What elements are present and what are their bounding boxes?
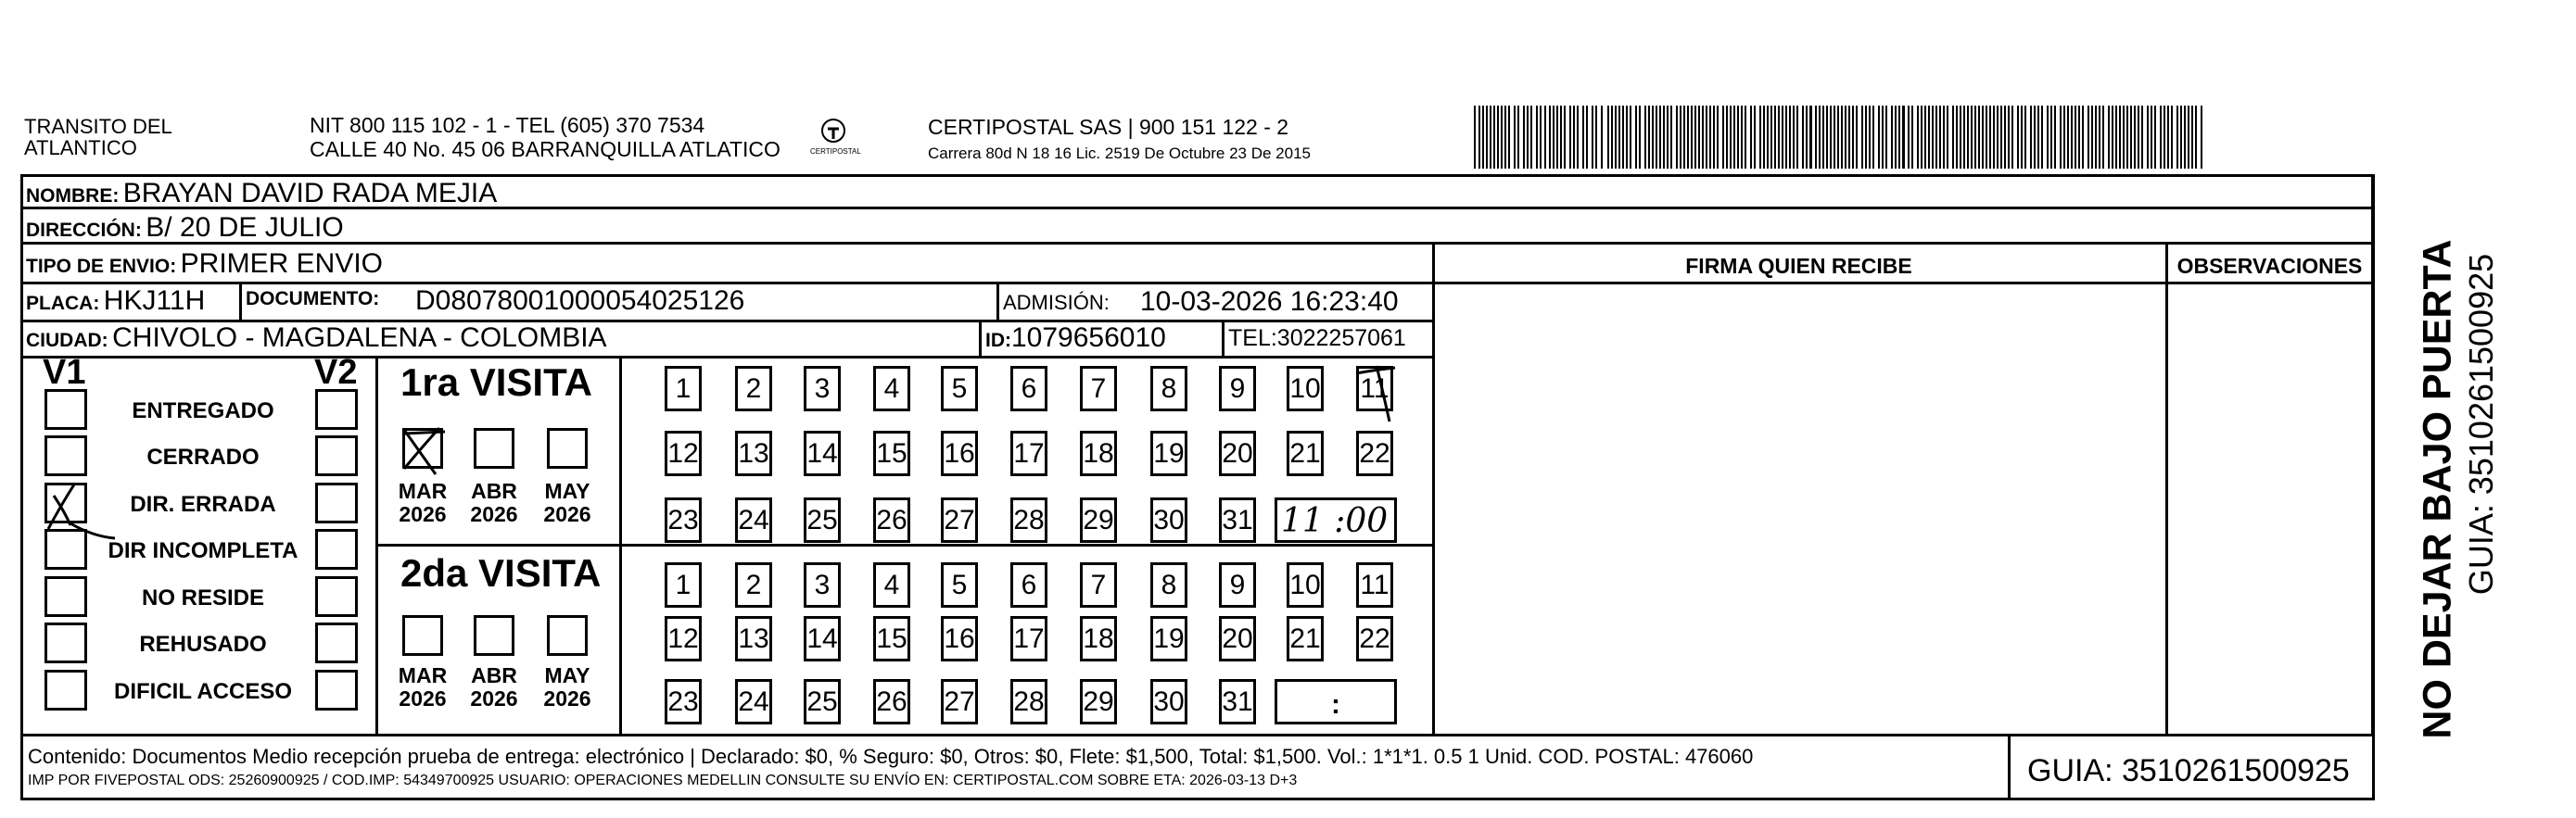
status-option-label: DIFICIL ACCESO <box>113 679 292 704</box>
ciudad-label: CIUDAD: <box>26 330 108 351</box>
nombre-value: BRAYAN DAVID RADA MEJIA <box>122 178 498 208</box>
id-label: ID: <box>985 330 1011 351</box>
first-visit-day-box[interactable]: 27 <box>941 497 978 543</box>
nombre-label: NOMBRE: <box>26 185 120 207</box>
second-visit-day-box[interactable]: 10 <box>1287 562 1324 608</box>
first-visit-day-box[interactable]: 6 <box>1010 366 1047 411</box>
second-visit-day-box[interactable]: 18 <box>1080 616 1117 661</box>
second-visit-title: 2da VISITA <box>400 551 602 595</box>
placa-label: PLACA: <box>26 293 100 314</box>
certipostal-logo-icon <box>819 117 847 145</box>
barcode <box>1474 106 2204 169</box>
first-visit-day-box[interactable]: 30 <box>1150 497 1187 543</box>
side-warning: NO DEJAR BAJO PUERTA <box>2415 239 2460 739</box>
logo-text: CERTIPOSTAL <box>810 147 861 156</box>
second-visit-day-box[interactable]: 8 <box>1150 562 1187 608</box>
second-visit-day-box[interactable]: 27 <box>941 679 978 724</box>
second-visit-day-box[interactable]: 16 <box>941 616 978 661</box>
v1-checkbox[interactable] <box>44 529 87 570</box>
v2-checkbox[interactable] <box>315 623 358 663</box>
first-visit-day-box[interactable]: 28 <box>1010 497 1047 543</box>
first-visit-month-box[interactable] <box>547 428 588 469</box>
v2-checkbox[interactable] <box>315 529 358 570</box>
second-visit-day-box[interactable]: 30 <box>1150 679 1187 724</box>
first-visit-day-box[interactable]: 31 <box>1219 497 1256 543</box>
second-visit-day-box[interactable]: 11 <box>1356 562 1393 608</box>
month-label: MAR 2026 <box>398 479 448 527</box>
header-company: CERTIPOSTAL SAS | 900 151 122 - 2 <box>928 115 1289 139</box>
direccion-label: DIRECCIÓN: <box>26 220 142 241</box>
v1-label: V1 <box>43 353 86 392</box>
header-address: CALLE 40 No. 45 06 BARRANQUILLA ATLATICO <box>310 137 780 161</box>
v2-checkbox[interactable] <box>315 389 358 430</box>
first-visit-day-box[interactable]: 29 <box>1080 497 1117 543</box>
day-check-mark <box>1349 360 1404 430</box>
admision-label: ADMISIÓN: <box>1003 291 1110 314</box>
second-visit-day-box[interactable]: 9 <box>1219 562 1256 608</box>
first-visit-day-box[interactable]: 20 <box>1219 431 1256 476</box>
header-license: Carrera 80d N 18 16 Lic. 2519 De Octubre 23 De 2015 <box>928 145 1311 162</box>
header-left-line2: ATLANTICO <box>24 136 137 159</box>
v1-checkbox[interactable] <box>44 670 87 711</box>
second-visit-day-box[interactable]: 23 <box>665 679 702 724</box>
firma-area[interactable] <box>1435 284 2165 734</box>
first-visit-day-box[interactable]: 4 <box>873 366 910 411</box>
month-label: MAR 2026 <box>398 663 448 711</box>
second-visit-day-box[interactable]: 1 <box>665 562 702 608</box>
month-label: MAY 2026 <box>543 479 591 527</box>
second-visit-day-box[interactable]: 29 <box>1080 679 1117 724</box>
month-label: ABR 2026 <box>470 663 518 711</box>
second-visit-time-sep: : <box>1331 689 1340 720</box>
first-visit-day-box[interactable]: 21 <box>1287 431 1324 476</box>
observaciones-label: OBSERVACIONES <box>2176 254 2363 278</box>
status-option-label: REHUSADO <box>139 632 267 657</box>
first-visit-title: 1ra VISITA <box>400 360 592 404</box>
first-visit-day-box[interactable]: 25 <box>804 497 841 543</box>
status-option-label: NO RESIDE <box>141 585 265 610</box>
v1-checkbox[interactable] <box>44 576 87 617</box>
second-visit-month-box[interactable] <box>547 615 588 656</box>
footer-contenido: Contenido: Documentos Medio recepción prueba de entrega: electrónico | Declarado: $0, % Seguro: $0, Otros: $0, Flete: $1,500, Total: $1,500. Vol.: 1*1*1. 0.5 1 Unid. COD. POSTAL: 476060 <box>28 745 1754 768</box>
second-visit-day-box[interactable]: 20 <box>1219 616 1256 661</box>
second-visit-month-box[interactable] <box>402 615 443 656</box>
direccion-value: B/ 20 DE JULIO <box>146 212 344 243</box>
first-visit-month-box[interactable] <box>474 428 514 469</box>
second-visit-day-box[interactable]: 6 <box>1010 562 1047 608</box>
status-option-label: DIR INCOMPLETA <box>108 538 298 563</box>
second-visit-day-box[interactable]: 4 <box>873 562 910 608</box>
second-visit-time-box[interactable] <box>1275 679 1397 724</box>
month-label: MAY 2026 <box>543 663 591 711</box>
tipo-envio-label: TIPO DE ENVIO: <box>26 256 177 277</box>
second-visit-day-box[interactable]: 2 <box>735 562 772 608</box>
first-visit-day-box[interactable]: 26 <box>873 497 910 543</box>
v2-checkbox[interactable] <box>315 670 358 711</box>
first-visit-day-box[interactable]: 23 <box>665 497 702 543</box>
tel-value: 3022257061 <box>1276 325 1406 351</box>
first-visit-day-box[interactable]: 10 <box>1287 366 1324 411</box>
first-visit-day-box[interactable]: 9 <box>1219 366 1256 411</box>
first-visit-day-box[interactable]: 11 <box>1356 366 1393 411</box>
first-visit-day-box[interactable]: 12 <box>665 431 702 476</box>
second-visit-day-box[interactable]: 13 <box>735 616 772 661</box>
first-visit-day-box[interactable]: 24 <box>735 497 772 543</box>
placa-value: HKJ11H <box>103 285 206 316</box>
second-visit-day-box[interactable]: 31 <box>1219 679 1256 724</box>
first-visit-day-box[interactable]: 8 <box>1150 366 1187 411</box>
first-visit-day-box[interactable]: 22 <box>1356 431 1393 476</box>
second-visit-day-box[interactable]: 17 <box>1010 616 1047 661</box>
firma-label: FIRMA QUIEN RECIBE <box>1685 254 1912 278</box>
footer-imp: IMP POR FIVEPOSTAL ODS: 25260900925 / COD.IMP: 54349700925 USUARIO: OPERACIONES MEDELLIN CONSULTE SU ENVÍO EN: CERTIPOSTAL.COM SOBRE ETA: 2026-03-13 D+3 <box>28 773 1298 788</box>
admision-value: 10-03-2026 16:23:40 <box>1140 286 1399 317</box>
second-visit-day-box[interactable]: 19 <box>1150 616 1187 661</box>
second-visit-day-box[interactable]: 7 <box>1080 562 1117 608</box>
first-visit-day-box[interactable]: 15 <box>873 431 910 476</box>
month-label: ABR 2026 <box>470 479 518 527</box>
status-option-label: DIR. ERRADA <box>130 492 276 517</box>
first-visit-day-box[interactable]: 18 <box>1080 431 1117 476</box>
first-visit-day-box[interactable]: 17 <box>1010 431 1047 476</box>
first-visit-day-box[interactable]: 19 <box>1150 431 1187 476</box>
second-visit-day-box[interactable]: 21 <box>1287 616 1324 661</box>
first-visit-day-box[interactable]: 13 <box>735 431 772 476</box>
second-visit-day-box[interactable]: 26 <box>873 679 910 724</box>
first-visit-day-box[interactable]: 2 <box>735 366 772 411</box>
v2-checkbox[interactable] <box>315 435 358 476</box>
documento-value: D08078001000054025126 <box>415 285 745 316</box>
first-visit-day-box[interactable]: 5 <box>941 366 978 411</box>
first-visit-day-box[interactable]: 3 <box>804 366 841 411</box>
footer-guia: GUIA: 3510261500925 <box>2027 753 2350 788</box>
first-visit-time-box[interactable] <box>1275 497 1397 543</box>
second-visit-day-box[interactable]: 24 <box>735 679 772 724</box>
second-visit-day-box[interactable]: 14 <box>804 616 841 661</box>
documento-label: DOCUMENTO: <box>246 288 380 309</box>
second-visit-day-box[interactable]: 25 <box>804 679 841 724</box>
side-guia: GUIA: 3510261500925 <box>2462 253 2500 596</box>
second-visit-day-box[interactable]: 28 <box>1010 679 1047 724</box>
first-visit-day-box[interactable]: 14 <box>804 431 841 476</box>
second-visit-day-box[interactable]: 12 <box>665 616 702 661</box>
ciudad-value: CHIVOLO - MAGDALENA - COLOMBIA <box>112 322 607 353</box>
observaciones-area[interactable] <box>2168 284 2371 734</box>
second-visit-day-box[interactable]: 15 <box>873 616 910 661</box>
v1-checkbox[interactable] <box>44 389 87 430</box>
first-visit-day-box[interactable]: 7 <box>1080 366 1117 411</box>
v1-checkbox[interactable] <box>44 623 87 663</box>
status-option-label: ENTREGADO <box>132 398 274 423</box>
id-value: 1079656010 <box>1011 322 1166 353</box>
first-visit-day-box[interactable]: 1 <box>665 366 702 411</box>
tipo-envio-value: PRIMER ENVIO <box>180 248 384 279</box>
second-visit-day-box[interactable]: 3 <box>804 562 841 608</box>
second-visit-day-box[interactable]: 5 <box>941 562 978 608</box>
month-check-mark <box>399 424 463 490</box>
first-visit-time-handwritten: 11 :00 <box>1281 502 1389 540</box>
v1-checkbox[interactable] <box>44 435 87 476</box>
v2-label: V2 <box>314 353 358 392</box>
status-option-label: CERRADO <box>146 445 260 470</box>
tel-label: TEL: <box>1228 325 1277 351</box>
second-visit-day-box[interactable]: 22 <box>1356 616 1393 661</box>
header-nit: NIT 800 115 102 - 1 - TEL (605) 370 7534 <box>310 113 705 137</box>
second-visit-month-box[interactable] <box>474 615 514 656</box>
v2-checkbox[interactable] <box>315 483 358 523</box>
header-left-line1: TRANSITO DEL <box>24 115 172 138</box>
first-visit-day-box[interactable]: 16 <box>941 431 978 476</box>
v2-checkbox[interactable] <box>315 576 358 617</box>
